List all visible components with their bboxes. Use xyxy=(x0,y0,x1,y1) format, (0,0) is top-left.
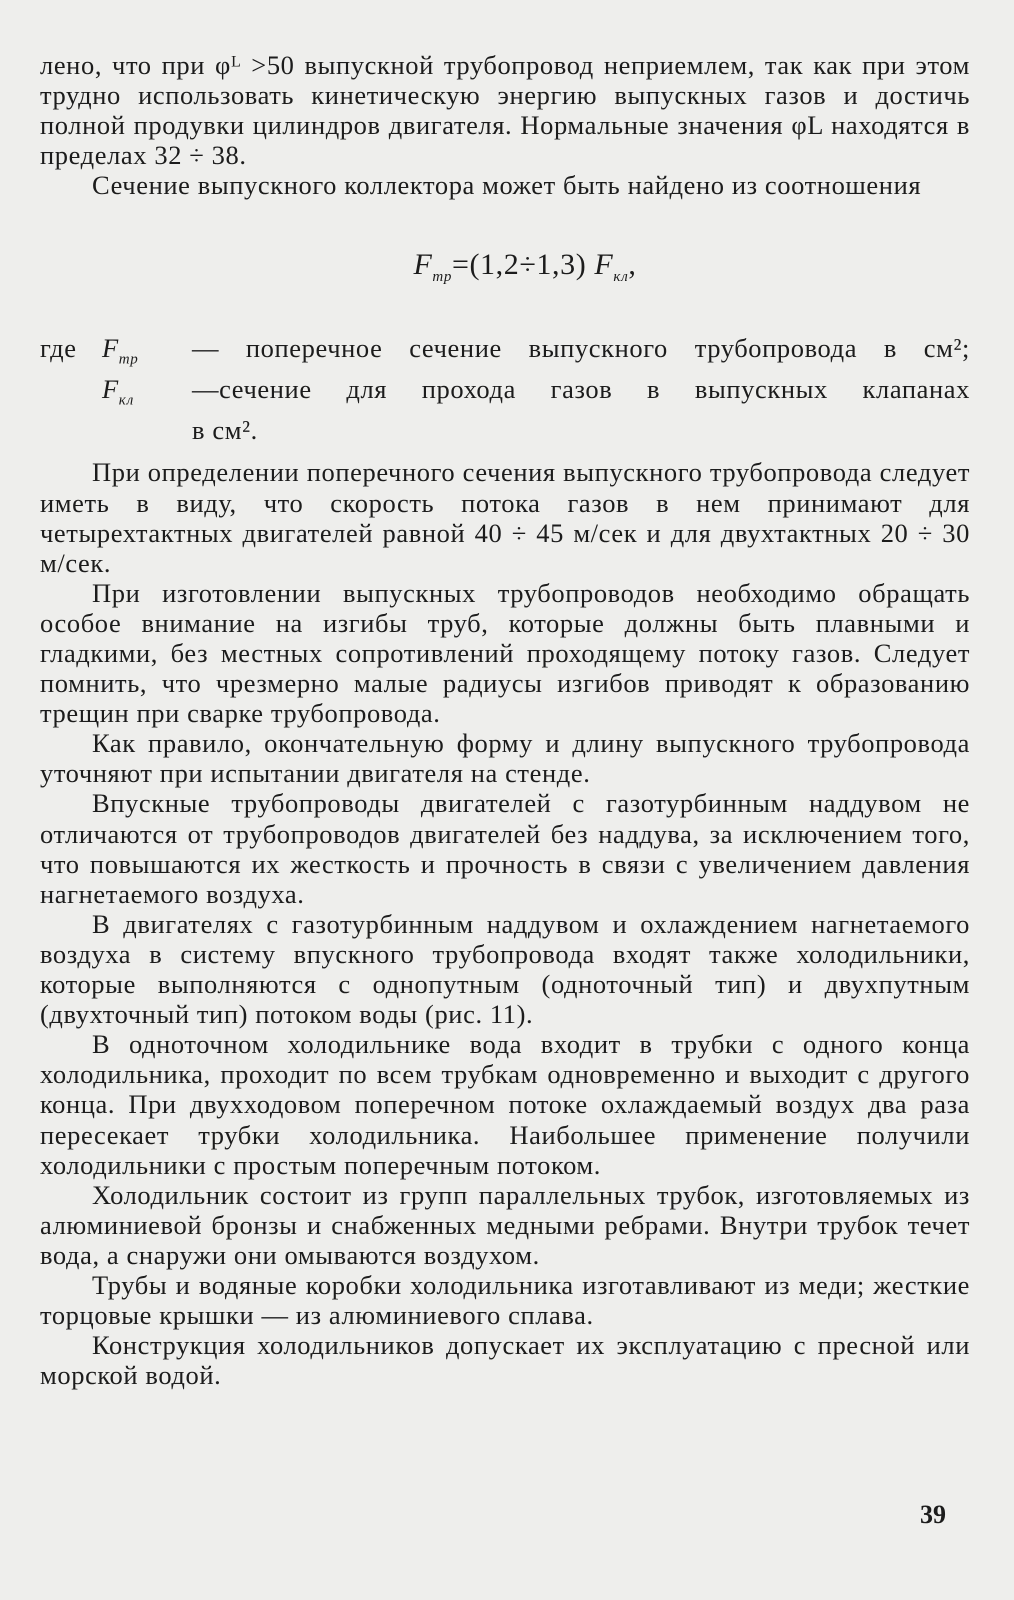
formula: $F_{тр}=(1,2\div 1,3)$ $F_{кл}$, xyxy=(413,248,637,286)
symbol: $F_{тр}$ xyxy=(102,332,139,367)
paragraph: При определении поперечного сечения выпускного трубопровода следует иметь в виду, что скорость потока газов в нем принимают для четырехтактных двигателей равной 40 ÷ 45 м/сек и для двухтактных 20 ÷ 30 м/сек. xyxy=(40,457,970,578)
definition-row: $F_{кл}$ —сечение для прохода газов в выпускных клапанах xyxy=(40,374,970,415)
paragraph: В двигателях с газотурбинным наддувом и охлаждением нагнетаемого воздуха в систему впускного трубопровода входят также холодильники, которые выполняются с однопутным (одноточный тип) и двухпутным (двухточный тип) потоком воды (рис. 11). xyxy=(40,908,970,1030)
paragraph: Сечение выпускного коллектора может быть найдено из соотношения xyxy=(92,170,922,201)
paragraph: Конструкция холодильников допускает их эксплуатацию с пресной или морской водой. xyxy=(40,1330,970,1391)
paragraph: лено, что при φᴸ >50 выпускной трубопровод неприемлем, так как при этом трудно использовать кинетическую энергию выпускных газов и достичь полной продувки цилиндров двигателя. Нормальные значения φL находятся в пределах 32 ÷ 38. xyxy=(40,50,970,171)
symbol: $F_{кл}$ xyxy=(102,373,134,409)
page-number: 39 xyxy=(920,1500,946,1529)
paragraph: При изготовлении выпускных трубопроводов необходимо обращать особое внимание на изгибы труб, которые должны быть плавными и гладкими, без местных сопротивлений проходящему потоку газов. Следует помнить, что чрезмерно малые радиусы изгибов приводят к образованию трещин при сварке трубопровода. xyxy=(40,577,970,729)
paragraph: Как правило, окончательную форму и длину выпускного трубопровода уточняют при испытании двигателя на стенде. xyxy=(40,728,970,789)
body-text xyxy=(40,50,970,1390)
definitions: где $F_{тр}$ — поперечное сечение выпускного трубопровода в см²; $F_{кл}$ —сечение для прохода газов в выпускных клапанах в см². xyxy=(40,332,970,446)
paragraph: В одноточном холодильнике вода входит в трубки с одного конца холодильника, проходит по всем трубкам одновременно и выходит с другого конца. При двухходовом поперечном потоке охлаждаемый воздух два раза пересекает трубки холодильника. Наибольшее применение получили холодильники с простым поперечным потоком. xyxy=(40,1029,970,1180)
paragraph: Впускные трубопроводы двигателей с газотурбинным наддувом не отличаются от трубопроводов двигателей без наддува, за исключением того, что повышаются их жесткость и прочность в связи с увеличением давления нагнетаемого воздуха. xyxy=(40,788,970,909)
paragraph: Трубы и водяные коробки холодильника изготавливают из меди; жесткие торцовые крышки — из алюминиевого сплава. xyxy=(40,1269,970,1331)
paragraph: Холодильник состоит из групп параллельных трубок, изготовляемых из алюминиевой бронзы и снабженных медными ребрами. Внутри трубок течет вода, а снаружи они омываются воздухом. xyxy=(40,1179,970,1270)
definition-row: где $F_{тр}$ — поперечное сечение выпускного трубопровода в см²; xyxy=(40,333,970,374)
